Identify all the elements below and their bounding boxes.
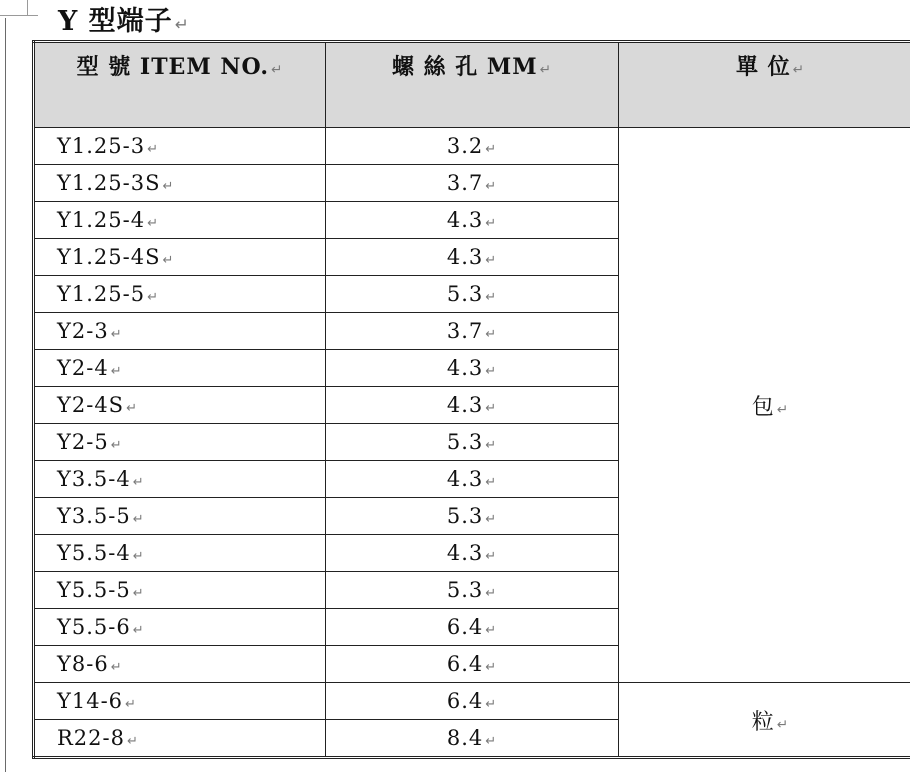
screw-hole-text: 3.7 [446,171,484,195]
screw-hole-cell [326,461,619,498]
screw-hole-text: 5.3 [446,282,484,306]
item-no-cell [34,461,326,498]
screw-hole-cell [326,572,619,609]
screw-hole-cell [326,128,619,165]
paragraph-mark-icon: ↵ [132,549,145,564]
screw-hole-cell [326,276,619,313]
header-unit [619,42,910,128]
table-body [34,128,910,758]
paragraph-mark-icon: ↵ [485,475,498,490]
paragraph-mark-icon: ↵ [110,364,123,379]
screw-hole-cell [326,720,619,758]
item-no-text: Y5.5-5 [57,578,131,602]
screw-hole-text: 6.4 [446,652,484,676]
item-no-cell [34,313,326,350]
item-no-cell [34,646,326,683]
paragraph-mark-icon: ↵ [147,216,159,231]
item-no-text: Y8-6 [57,652,109,676]
paragraph-mark-icon: ↵ [485,734,498,749]
screw-hole-text: 6.4 [446,689,484,713]
item-no-text: Y3.5-5 [57,504,131,528]
paragraph-mark-icon: ↵ [485,512,498,527]
screw-hole-cell [326,387,619,424]
item-no-cell [34,535,326,572]
paragraph-mark-icon: ↵ [485,216,498,231]
item-no-text: Y2-5 [57,430,109,454]
paragraph-mark-icon: ↵ [792,62,806,78]
paragraph-mark-icon: ↵ [485,586,498,601]
screw-hole-text: 5.3 [446,430,484,454]
item-no-cell [34,128,326,165]
header-screw-hole-text: 螺 絲 孔 MM [391,54,538,80]
item-no-text: Y2-4S [57,393,125,417]
screw-hole-cell [326,535,619,572]
item-no-cell [34,387,326,424]
screw-hole-cell [326,239,619,276]
paragraph-mark-icon: ↵ [485,660,498,675]
screw-hole-cell [326,609,619,646]
item-no-cell [34,498,326,535]
unit-cell [619,128,910,683]
paragraph-mark-icon: ↵ [485,438,498,453]
screw-hole-text: 3.7 [446,319,484,343]
item-no-cell [34,609,326,646]
header-item-no [34,42,326,128]
paragraph-mark-icon: ↵ [147,142,159,157]
document-title-text: Y 型端子 [58,6,173,37]
item-no-text: Y5.5-4 [57,541,131,565]
unit-text: 粒 [751,710,775,735]
paragraph-mark-icon: ↵ [110,438,123,453]
paragraph-mark-icon: ↵ [539,62,553,78]
paragraph-mark-icon: ↵ [126,401,138,416]
item-no-cell [34,202,326,239]
screw-hole-cell [326,424,619,461]
screw-hole-cell [326,646,619,683]
page-margin-line [5,18,6,772]
screw-hole-cell [326,313,619,350]
item-no-text: Y1.25-3 [57,134,146,158]
unit-cell [619,683,910,758]
paragraph-mark-icon: ↵ [485,697,498,712]
screw-hole-text: 4.3 [446,467,484,491]
paragraph-mark-icon: ↵ [485,364,498,379]
item-no-text: Y1.25-3S [57,171,161,195]
paragraph-mark-icon: ↵ [776,401,790,418]
item-no-cell [34,165,326,202]
screw-hole-text: 4.3 [446,245,484,269]
item-no-text: Y2-3 [57,319,109,343]
item-no-cell [34,424,326,461]
item-no-cell [34,239,326,276]
screw-hole-text: 3.2 [446,134,484,158]
header-unit-text: 單 位 [735,54,791,80]
screw-hole-text: 4.3 [446,356,484,380]
item-no-text: Y3.5-4 [57,467,131,491]
paragraph-mark-icon: ↵ [132,586,145,601]
item-no-text: Y14-6 [57,689,124,713]
item-no-cell [34,572,326,609]
paragraph-mark-icon: ↵ [776,717,790,733]
paragraph-mark-icon: ↵ [132,512,145,527]
table-header-row [34,42,910,128]
paragraph-mark-icon: ↵ [132,475,145,490]
screw-hole-cell [326,202,619,239]
paragraph-mark-icon: ↵ [127,734,139,749]
screw-hole-text: 5.3 [446,578,484,602]
screw-hole-cell [326,350,619,387]
paragraph-mark-icon: ↵ [485,179,498,194]
document-title [58,4,190,42]
paragraph-mark-icon: ↵ [485,290,498,305]
item-no-text: Y1.25-4 [57,208,146,232]
table-row [34,128,910,165]
header-screw-hole [326,42,619,128]
paragraph-mark-icon: ↵ [147,290,159,305]
item-no-cell [34,683,326,720]
header-item-no-text: 型 號 ITEM NO. [76,54,269,80]
paragraph-mark-icon: ↵ [485,549,498,564]
screw-hole-cell [326,165,619,202]
item-no-text: Y1.25-5 [57,282,146,306]
paragraph-mark-icon: ↵ [110,660,123,675]
item-no-text: Y1.25-4S [57,245,161,269]
screw-hole-text: 6.4 [446,615,484,639]
unit-text: 包 [751,394,775,420]
item-no-cell [34,720,326,758]
terminal-spec-table [32,40,910,759]
screw-hole-cell [326,683,619,720]
page-corner-mark [27,0,28,15]
item-no-text: Y2-4 [57,356,109,380]
terminal-spec-table-wrapper [32,40,910,759]
item-no-text: R22-8 [57,726,125,750]
paragraph-mark-icon: ↵ [485,327,498,342]
screw-hole-text: 8.4 [446,726,484,750]
paragraph-mark-icon: ↵ [485,253,498,268]
paragraph-mark-icon: ↵ [125,697,137,712]
screw-hole-text: 5.3 [446,504,484,528]
paragraph-mark-icon: ↵ [162,179,175,194]
screw-hole-cell [326,498,619,535]
screw-hole-text: 4.3 [446,393,484,417]
item-no-text: Y5.5-6 [57,615,131,639]
paragraph-mark-icon: ↵ [485,142,498,157]
paragraph-mark-icon: ↵ [132,623,145,638]
item-no-cell [34,350,326,387]
screw-hole-text: 4.3 [446,208,484,232]
table-row [34,683,910,720]
paragraph-mark-icon: ↵ [485,401,498,416]
screw-hole-text: 4.3 [446,541,484,565]
item-no-cell [34,276,326,313]
paragraph-mark-icon: ↵ [110,327,123,342]
paragraph-mark-icon: ↵ [485,623,498,638]
paragraph-mark-icon: ↵ [270,62,284,78]
paragraph-mark-icon: ↵ [162,253,175,268]
paragraph-mark-icon: ↵ [174,14,190,34]
page-corner-mark [0,15,38,16]
